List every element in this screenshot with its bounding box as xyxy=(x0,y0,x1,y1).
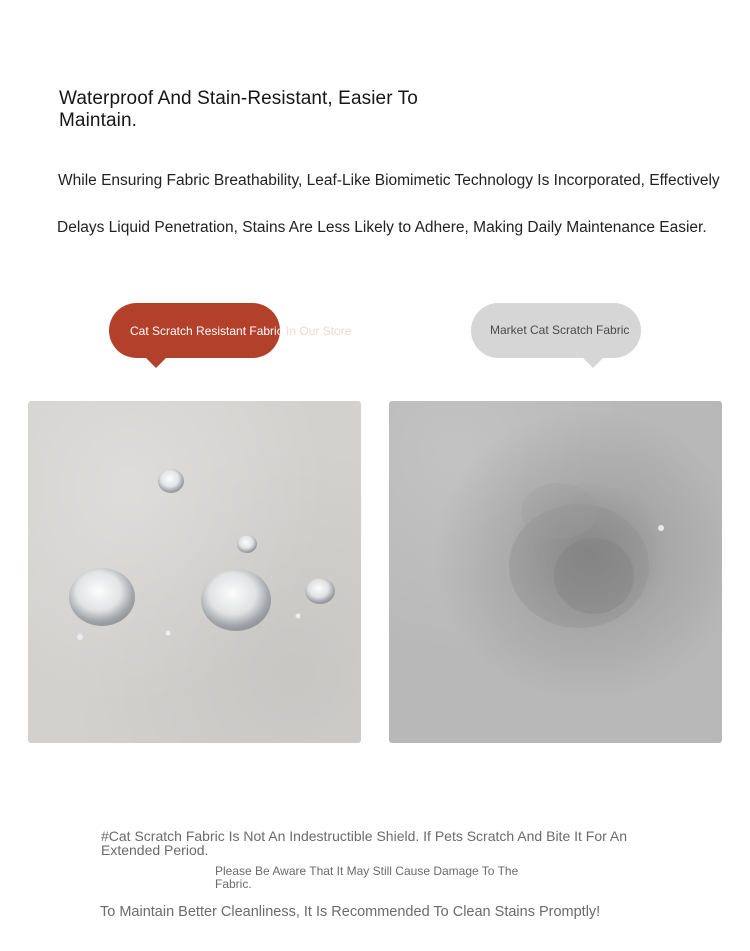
water-droplets-illustration xyxy=(28,401,361,743)
water-droplet xyxy=(69,568,135,626)
water-droplet xyxy=(305,578,335,604)
water-droplet xyxy=(296,614,301,619)
our-fabric-label-pointer xyxy=(145,357,167,368)
water-droplet xyxy=(237,535,257,553)
water-droplet xyxy=(166,631,171,636)
market-fabric-photo xyxy=(389,401,722,743)
water-droplet xyxy=(77,634,83,640)
care-note-damage: Please Be Aware That It May Still Cause Damage To The Fabric. xyxy=(215,864,519,891)
market-fabric-label xyxy=(471,303,641,358)
section-heading: Waterproof And Stain-Resistant, Easier To Maintain. xyxy=(59,88,418,131)
liquid-stain xyxy=(521,483,597,539)
market-fabric-label-text: Market Cat Scratch Fabric xyxy=(490,323,630,337)
liquid-stain xyxy=(554,538,634,614)
water-droplet xyxy=(658,525,664,531)
description-line-1: While Ensuring Fabric Breathability, Leaf-Like Biomimetic Technology Is Incorporated, Effectively xyxy=(58,172,720,189)
our-fabric-photo xyxy=(28,401,361,743)
water-droplet xyxy=(201,569,271,631)
liquid-stain-illustration xyxy=(389,401,722,743)
description-line-2: Delays Liquid Penetration, Stains Are Less Likely to Adhere, Making Daily Maintenance Easier. xyxy=(57,219,707,236)
water-droplet xyxy=(158,469,184,493)
our-fabric-label-main: Cat Scratch Resistant Fabric xyxy=(130,324,283,338)
our-fabric-label-text xyxy=(130,324,351,338)
care-note-cleaning: To Maintain Better Cleanliness, It Is Recommended To Clean Stains Promptly! xyxy=(100,904,601,920)
care-note-warning: #Cat Scratch Fabric Is Not An Indestructible Shield. If Pets Scratch And Bite It For An Extended Period. xyxy=(101,828,628,858)
our-fabric-label xyxy=(109,303,352,358)
our-fabric-label-faded: In Our Store xyxy=(282,324,352,338)
market-fabric-label-pointer xyxy=(582,357,604,368)
